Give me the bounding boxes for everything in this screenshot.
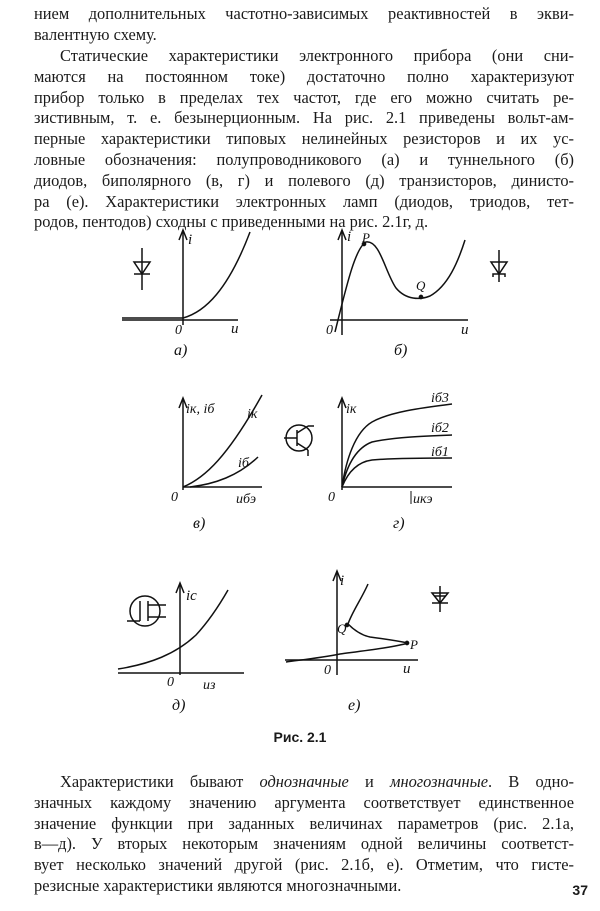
text-line: Статические характеристики электронного прибора (они сни- bbox=[60, 46, 574, 65]
text-line: маются на постоянном токе) достаточно полно характеризуют bbox=[34, 66, 574, 86]
panel-g-y-label: iк bbox=[346, 402, 357, 417]
panel-a-curve bbox=[122, 232, 250, 318]
panel-e bbox=[285, 571, 448, 714]
panel-e-p-label: P bbox=[410, 637, 418, 652]
bipolar-transistor-symbol bbox=[284, 425, 314, 456]
panel-v-curve2-label: iб bbox=[238, 456, 249, 471]
panel-b-x-label: u bbox=[461, 322, 469, 338]
panel-b-origin: 0 bbox=[326, 323, 333, 338]
text-line: ра (е). Характеристики электронных ламп (диодов, триодов, тет- bbox=[34, 191, 574, 211]
panel-a bbox=[122, 230, 250, 359]
text-line: значение функции при заданных величинах параметров (рис. 2.1а, bbox=[34, 813, 574, 833]
text-line: вует несколько значений другой (рис. 2.1б, е). Отметим, что гисте- bbox=[34, 855, 574, 875]
panel-e-label: е) bbox=[348, 697, 361, 714]
panel-a-y-label: i bbox=[188, 232, 193, 248]
panel-e-q-label: Q bbox=[337, 621, 347, 636]
panel-a-origin: 0 bbox=[175, 323, 182, 338]
panel-a-x-label: u bbox=[231, 321, 239, 337]
figure-caption: Рис. 2.1 bbox=[273, 729, 327, 745]
paragraph-bottom bbox=[34, 772, 574, 897]
panel-v-curve1-label: iк bbox=[247, 407, 258, 422]
panel-d bbox=[118, 583, 244, 714]
panel-e-x-label: u bbox=[403, 661, 411, 677]
diode-symbol-a bbox=[134, 248, 150, 290]
text-line: ловные обозначения: полупроводникового (а) и туннельного (б) bbox=[34, 149, 574, 169]
panel-g-curve1-label: iб3 bbox=[431, 391, 449, 406]
panel-a-label: а) bbox=[174, 342, 188, 359]
panel-d-origin: 0 bbox=[167, 675, 174, 690]
panel-g-curve-ib2 bbox=[342, 435, 452, 487]
panel-g bbox=[328, 391, 452, 532]
fet-symbol bbox=[127, 596, 166, 626]
text-line: значных каждому значению аргумента соответствует единственное bbox=[34, 792, 574, 812]
panel-d-x-label: uз bbox=[203, 678, 216, 693]
panel-g-label: г) bbox=[393, 515, 405, 532]
text-line: в—д). У вторых некоторым значениям одной величины соответст- bbox=[34, 834, 574, 854]
panel-b-peak-label: P bbox=[362, 230, 370, 245]
panel-b-label: б) bbox=[394, 342, 408, 359]
dinistor-symbol bbox=[432, 586, 448, 612]
panel-d-label: д) bbox=[172, 697, 186, 714]
panel-g-curve3-label: iб1 bbox=[431, 445, 449, 460]
panel-e-point-p bbox=[405, 641, 408, 644]
panel-g-origin: 0 bbox=[328, 490, 335, 505]
panel-e-y-label: i bbox=[340, 573, 345, 589]
panel-v bbox=[171, 395, 262, 532]
text-line: нием дополнительных частотно-зависимых реактивностей в экви- bbox=[34, 4, 574, 23]
text-line: резисные характеристики являются многозначными. bbox=[34, 875, 402, 895]
panel-b-y-label: i bbox=[347, 229, 352, 245]
text-line: родов, пентодов) сходны с приведенными на рис. 2.1г, д. bbox=[34, 212, 429, 232]
panel-d-curve bbox=[118, 590, 228, 669]
panel-v-label: в) bbox=[193, 515, 206, 532]
panel-v-x-label: uбэ bbox=[236, 492, 257, 507]
tunnel-diode-symbol bbox=[491, 250, 507, 282]
panel-v-origin: 0 bbox=[171, 490, 178, 505]
text-line: диодов, биполярного (в, г) и полевого (д) транзисторов, динисто- bbox=[34, 170, 574, 190]
panel-e-origin: 0 bbox=[324, 663, 331, 678]
text-line: прибор только в пределах тех частот, где его можно считать ре- bbox=[34, 87, 574, 107]
page-number: 37 bbox=[572, 882, 588, 898]
text-line: валентную схему. bbox=[34, 24, 157, 44]
text-line: перные характеристики типовых нелинейных резисторов и их ус- bbox=[34, 129, 574, 149]
text-line: зистивным, т. е. безынерционным. На рис. 2.1 приведены вольт-ам- bbox=[34, 108, 574, 128]
text-line: Характеристики бывают однозначные и многозначные. В одно- bbox=[60, 772, 575, 791]
panel-v-y-label: iк, iб bbox=[186, 402, 215, 417]
panel-g-curve-ib1 bbox=[342, 458, 452, 487]
panel-b-point-q bbox=[419, 295, 422, 298]
panel-d-y-label: iс bbox=[186, 588, 197, 604]
panel-b-curve bbox=[335, 240, 465, 332]
panel-g-curve2-label: iб2 bbox=[431, 421, 449, 436]
panel-g-x-label: uкэ bbox=[413, 492, 433, 507]
panel-b-valley-label: Q bbox=[416, 278, 426, 293]
panel-b bbox=[326, 229, 507, 359]
